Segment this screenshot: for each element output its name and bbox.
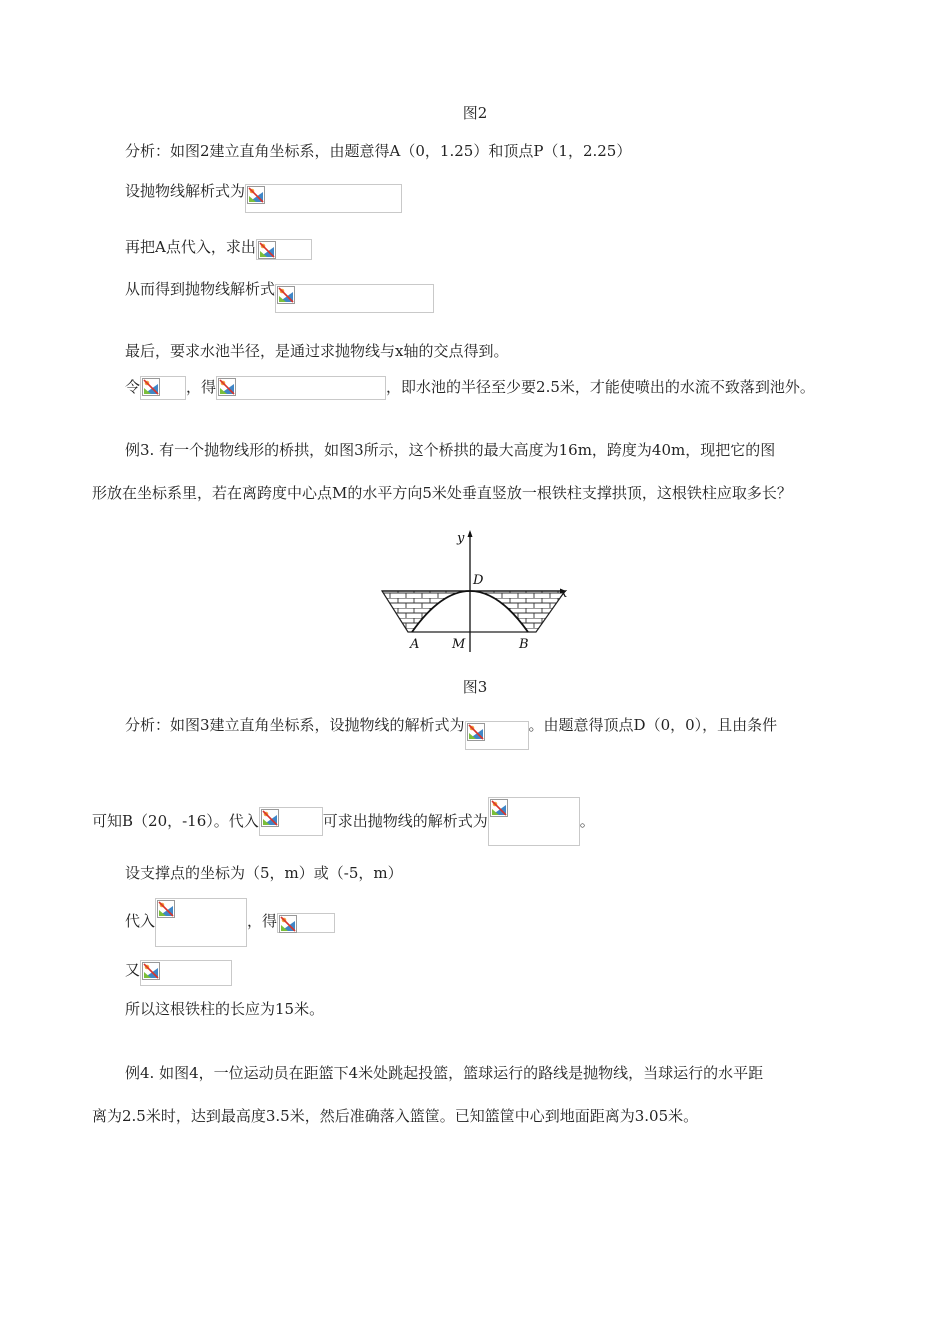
text-fragment: ，即水池的半径至少要2.5米，才能使喷出的水流不致落到池外。 xyxy=(386,378,815,396)
text-fragment: ，得 xyxy=(186,378,217,396)
text-fragment: 可求出抛物线的解析式为 xyxy=(322,812,488,830)
formula-image xyxy=(277,913,335,933)
figure-2-caption: 图2 xyxy=(462,104,488,122)
broken-image-icon xyxy=(247,186,265,204)
formula-image xyxy=(275,284,434,313)
y-axis-label: y xyxy=(457,531,465,546)
point-label-m: M xyxy=(452,637,466,652)
formula-image xyxy=(465,721,529,750)
bridge-arch-figure xyxy=(378,528,572,656)
analysis-3-line: 设支撑点的坐标为（5，m）或（-5，m） xyxy=(125,864,403,882)
analysis-2-line xyxy=(125,236,312,260)
example-4-line: 离为2.5米时，达到最高度3.5米，然后准确落入篮筐。已知篮筐中心到地面距离为3.05米。 xyxy=(92,1107,699,1125)
figure-3-caption: 图3 xyxy=(462,678,488,696)
analysis-2-line: 最后，要求水池半径，是通过求抛物线与x轴的交点得到。 xyxy=(125,342,509,360)
text-fragment: 分析：如图3建立直角坐标系，设抛物线的解析式为 xyxy=(125,716,465,734)
analysis-3-line xyxy=(125,910,335,947)
broken-image-icon xyxy=(218,378,236,396)
analysis-3-line xyxy=(92,810,595,846)
example-3-line: 形放在坐标系里，若在离跨度中心点M的水平方向5米处垂直竖放一根铁柱支撑拱顶，这根铁柱应取多长？ xyxy=(92,484,792,502)
example-3-line: 例3. 有一个抛物线形的桥拱，如图3所示，这个桥拱的最大高度为16m，跨度为40m，现把它的图 xyxy=(125,441,776,459)
y-axis-arrow xyxy=(468,530,473,537)
broken-image-icon xyxy=(157,900,175,918)
analysis-2-line: 分析：如图2建立直角坐标系，由题意得A（0，1.25）和顶点P（1，2.25） xyxy=(125,142,632,160)
formula-image xyxy=(488,797,580,846)
analysis-2-line xyxy=(125,376,815,400)
analysis-2-line xyxy=(125,180,402,213)
formula-image xyxy=(216,376,386,400)
broken-image-icon xyxy=(142,962,160,980)
text-fragment: 可知B（20，-16）。代入 xyxy=(92,812,259,830)
analysis-2-line xyxy=(125,278,434,313)
formula-image xyxy=(245,184,402,213)
text-fragment: 。由题意得顶点D（0，0），且由条件 xyxy=(528,716,778,734)
example-4-line: 例4. 如图4，一位运动员在距篮下4米处跳起投篮，篮球运行的路线是抛物线，当球运行的水平距 xyxy=(125,1064,764,1082)
analysis-3-line: 所以这根铁柱的长应为15米。 xyxy=(125,1000,325,1018)
text-fragment: 又 xyxy=(125,961,141,979)
vertex-label-d: D xyxy=(473,573,484,588)
broken-image-icon xyxy=(261,809,279,827)
broken-image-icon xyxy=(277,286,295,304)
formula-image xyxy=(155,898,247,947)
broken-image-icon xyxy=(467,723,485,741)
broken-image-icon xyxy=(142,378,160,396)
broken-image-icon xyxy=(258,241,276,259)
text-fragment: 。 xyxy=(579,812,595,830)
formula-image xyxy=(256,239,312,260)
formula-image xyxy=(259,807,323,836)
text-fragment: 代入 xyxy=(125,912,156,930)
formula-image xyxy=(140,960,232,986)
text-fragment: ，得 xyxy=(247,912,278,930)
broken-image-icon xyxy=(279,915,297,933)
analysis-3-line xyxy=(125,714,777,750)
text-fragment: 再把A点代入，求出 xyxy=(125,238,256,256)
point-label-a: A xyxy=(410,637,420,652)
broken-image-icon xyxy=(490,799,508,817)
text-fragment: 令 xyxy=(125,378,141,396)
analysis-3-line xyxy=(125,959,232,986)
formula-image xyxy=(140,376,186,400)
point-label-b: B xyxy=(519,637,529,652)
text-fragment: 设抛物线解析式为 xyxy=(125,182,246,200)
x-axis-label: x xyxy=(560,586,568,601)
text-fragment: 从而得到抛物线解析式 xyxy=(125,280,276,298)
